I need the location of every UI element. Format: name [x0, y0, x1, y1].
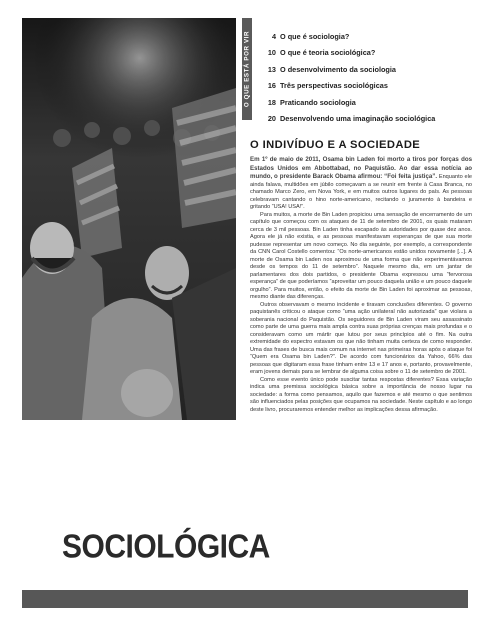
toc-title: O que é teoria sociológica?	[280, 48, 376, 58]
toc-page-number: 18	[267, 97, 276, 107]
toc-page-number: 4	[271, 32, 276, 41]
chapter-contents	[258, 33, 473, 132]
toc-title: Desenvolvendo uma imaginação sociológica	[280, 114, 436, 124]
paragraph: Como esse evento único pode suscitar tantas respostas diferentes? Essa variação indica uma premissa sociológica básica sobre a importância de nosso lugar na sociedade: a forma como pensamos, aquilo que fazemos e até mesmo o que sentimos são influenciados pelas posições que ocupamos na sociedade. Neste capítulo e ao longo deste livro, procuraremos entender melhor as implicações dessa afirmação.	[250, 376, 472, 413]
paragraph: Para muitos, a morte de Bin Laden propiciou uma sensação de encerramento de um capítulo que começou com os ataques de 11 de setembro de 2001, os quais mataram cerca de 3 mil pessoas. Bin Laden tinha escapado às autoridades por quase dez anos. Agora ele já não existia, e as pessoas manifestavam esperanças de que sua morte pudesse representar um novo começo. No dia seguinte, por exemplo, a correspondente da CNN Carol Costello comentou: “Os norte-americanos estão unidos novamente [...]. A morte de Osama bin Laden nos aproximou de uma forma que não experimentávamos desde os tempos do 11 de setembro”. Naquele mesmo dia, em um jantar de parlamentares dos dois partidos, o presidente Obama expressou uma “fervorosa esperança” de que poderíamos “aproveitar um pouco daquela união e um pouco daquele orgulho”. Para muitos, então, o efeito da morte de Bin Laden foi aproximar as pessoas, mesmo diante das diferenças.	[250, 211, 472, 300]
section-heading: O INDIVÍDUO E A SOCIEDADE	[250, 139, 421, 151]
toc-item[interactable]	[258, 99, 473, 106]
toc-page-number: 13	[267, 64, 276, 74]
side-tab-label: O QUE ESTÁ POR VIR	[243, 30, 251, 108]
toc-title: Praticando sociologia	[280, 97, 356, 107]
paragraph: Outros observavam o mesmo incidente e tiravam conclusões diferentes. O governo paquistanês criticou o ataque como “uma ação unilateral não autorizada” que violara a soberania nacional do Paquistão. Os seguidores de Bin Laden viram seu assassinato como parte de uma guerra mais ampla contra suas próprias crenças mais profundas e o consideravam como um mártir que lutou por seus princípios até o fim. Na outra extremidade do espectro estavam os que não tinham muita certeza de como responder. Uma das frases de busca mais comum na internet nas primeiras horas após o ataque foi “Quem era Osama bin Laden?”. De acordo com funcionários da Yahoo, 66% das pessoas que digitaram essa frase tinham entre 13 e 17 anos e, portanto, provavelmente, eram jovens demais para se lembrar de alguma coisa sobre o 11 de setembro de 2001.	[250, 301, 472, 375]
toc-page-number: 20	[267, 114, 276, 124]
toc-item[interactable]	[258, 115, 473, 122]
toc-item[interactable]	[258, 66, 473, 73]
article	[250, 139, 472, 414]
paragraph: Enquanto ele ainda falava, multidões em júbilo começavam a se reunir em frente à Casa Branca, no chamado Marco Zero, em Nova York, e em muitos outros lugares do país. As pessoas celebravam cantando o hino norte-americano, recitando o juramento à bandeira e gritando “USA! USA!”.	[250, 174, 472, 210]
footer-bar	[22, 590, 468, 608]
page-title: SOCIOLÓGICA	[62, 529, 270, 566]
chapter-preview-tab	[242, 18, 252, 120]
toc-item[interactable]	[258, 33, 473, 40]
article-body	[250, 156, 472, 414]
toc-item[interactable]	[258, 82, 473, 89]
toc-page-number: 16	[267, 81, 276, 91]
toc-item[interactable]	[258, 49, 473, 56]
article-intro: Em 1º de maio de 2011, Osama bin Laden foi morto a tiros por forças dos Estados Unidos em Abbottabad, no Paquistão. Ao dar essa notícia ao mundo, o presidente Barack Obama afirmou: “Foi feita justiça”.	[250, 156, 472, 180]
toc-title: Três perspectivas sociológicas	[280, 81, 388, 91]
toc-page-number: 10	[267, 48, 276, 58]
toc-title: O desenvolvimento da sociologia	[280, 64, 396, 74]
crowd-celebration-photo	[22, 18, 236, 420]
toc-title: O que é sociologia?	[280, 32, 350, 41]
